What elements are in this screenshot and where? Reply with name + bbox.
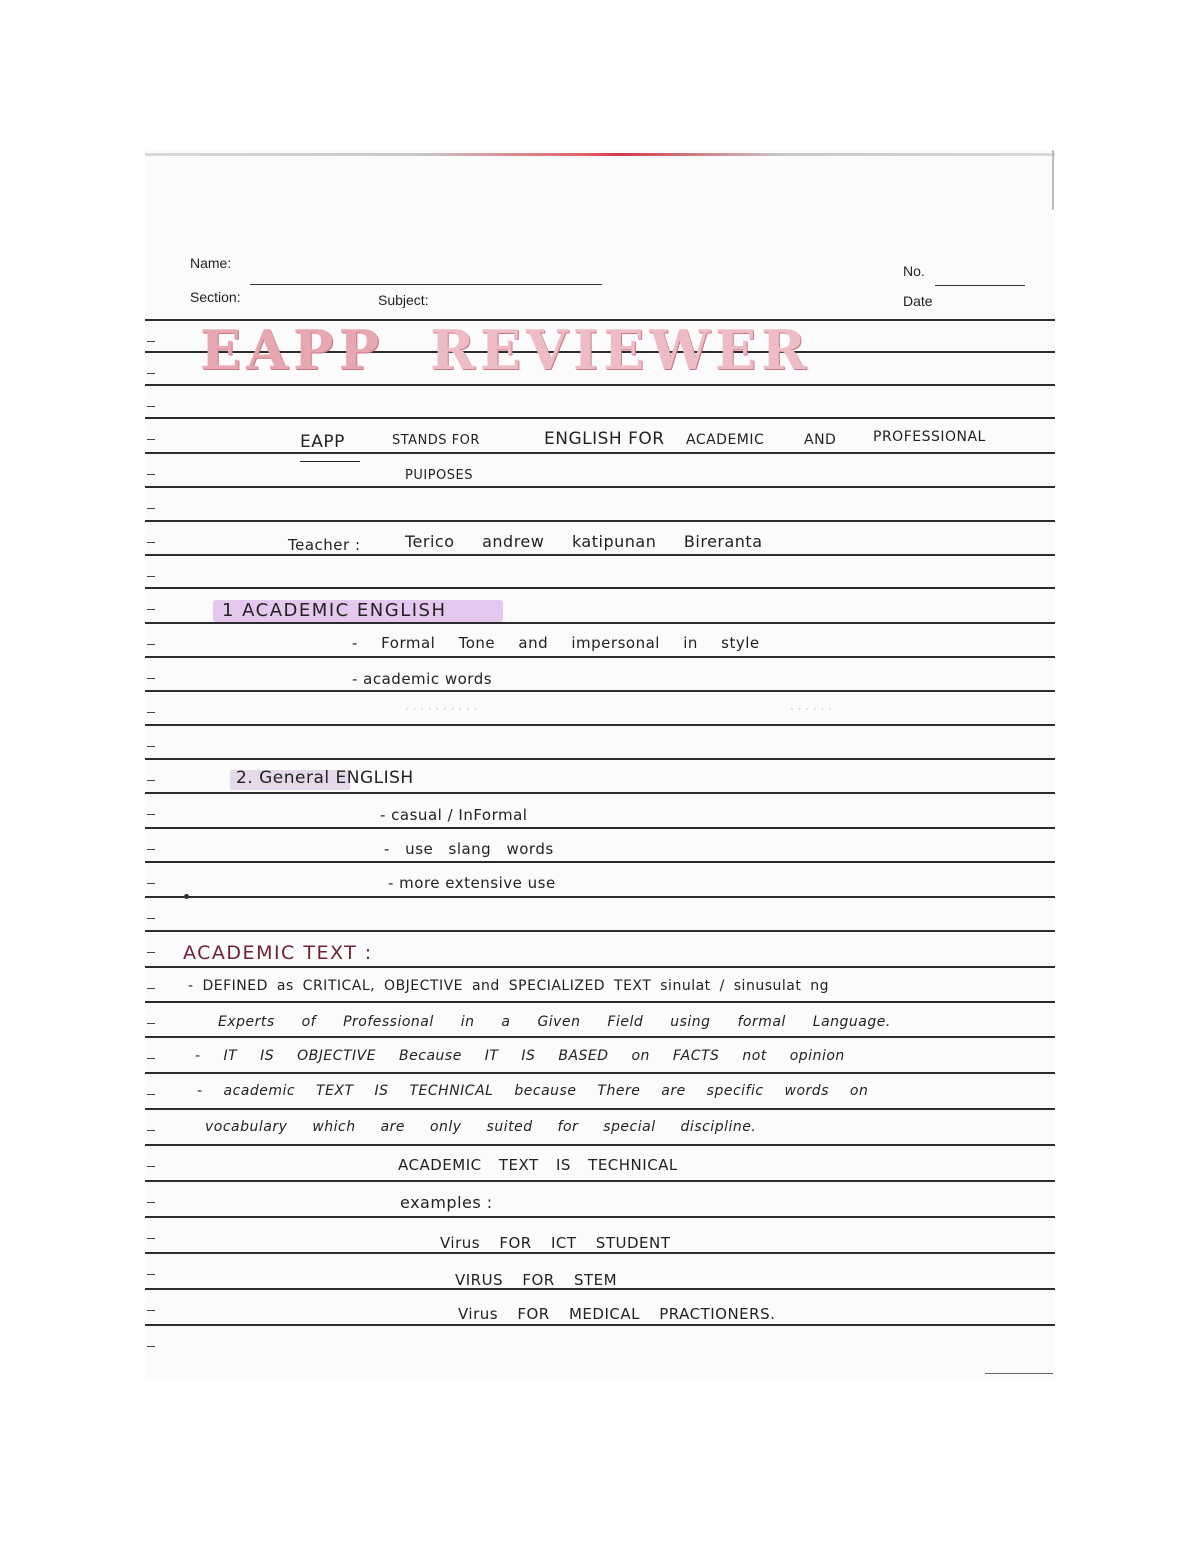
title-eapp: EAPP <box>200 318 385 382</box>
page-right-edge <box>1052 150 1054 210</box>
date-label: Date <box>903 293 933 309</box>
ruled-line <box>145 966 1055 968</box>
ruled-line <box>145 1252 1055 1254</box>
example-item: Virus FOR ICT STUDENT <box>440 1234 671 1252</box>
intro-eapp: EAPP <box>300 432 345 452</box>
margin-tick <box>147 712 155 713</box>
academic-text-line: vocabulary which are only suited for special discipline. <box>205 1119 757 1135</box>
margin-tick <box>147 918 155 919</box>
margin-tick <box>147 952 155 953</box>
margin-tick <box>147 406 155 407</box>
academic-text-line: - DEFINED as CRITICAL, OBJECTIVE and SPECIALIZED TEXT sinulat / sinusulat ng <box>188 978 830 994</box>
name-label: Name: <box>190 255 232 271</box>
margin-tick <box>147 1238 155 1239</box>
intro-academic: ACADEMIC <box>686 432 765 448</box>
margin-tick <box>147 1130 155 1131</box>
ruled-line <box>145 1324 1055 1326</box>
example-item: Virus FOR MEDICAL PRACTIONERS. <box>458 1305 776 1323</box>
margin-tick <box>147 542 155 543</box>
margin-tick <box>147 814 155 815</box>
margin-tick <box>147 780 155 781</box>
ruled-line <box>145 417 1055 419</box>
margin-tick <box>147 1202 155 1203</box>
margin-tick <box>147 988 155 989</box>
name-line <box>250 284 602 285</box>
bleed-through-scribble: · · · · · · <box>790 702 832 716</box>
academic-text-line: - academic TEXT IS TECHNICAL because There are specific words on <box>197 1083 869 1099</box>
example-item: VIRUS FOR STEM <box>455 1271 618 1289</box>
section-label: Section: <box>190 289 241 305</box>
margin-tick <box>147 1274 155 1275</box>
ruled-line <box>145 1036 1055 1038</box>
ruled-line <box>145 861 1055 863</box>
ruled-line <box>145 1216 1055 1218</box>
margin-tick <box>147 678 155 679</box>
margin-tick <box>147 341 155 342</box>
ruled-line <box>145 520 1055 522</box>
margin-tick <box>147 1166 155 1167</box>
ruled-line <box>145 384 1055 386</box>
section2-bullet: - casual / InFormal <box>380 806 528 824</box>
ruled-line <box>145 1180 1055 1182</box>
technical-note: ACADEMIC TEXT IS TECHNICAL <box>398 1156 678 1174</box>
section2-heading: 2. General ENGLISH <box>236 768 414 788</box>
ruled-line <box>145 896 1055 898</box>
intro-professional: PROFESSIONAL <box>873 429 986 445</box>
section2-bullet: - more extensive use <box>388 874 556 892</box>
page-top-edge <box>145 153 1055 156</box>
ruled-line <box>145 622 1055 624</box>
margin-tick <box>147 1346 155 1347</box>
no-line <box>935 285 1025 286</box>
ruled-line <box>145 587 1055 589</box>
examples-label: examples : <box>400 1193 493 1212</box>
ruled-line <box>145 486 1055 488</box>
title-reviewer: REVIEWER <box>430 318 812 382</box>
ruled-line <box>145 1072 1055 1074</box>
section1-heading: 1 ACADEMIC ENGLISH <box>222 600 447 621</box>
margin-tick <box>147 373 155 374</box>
teacher-name: Terico andrew katipunan Bireranta <box>405 532 763 551</box>
section1-bullet: - Formal Tone and impersonal in style <box>352 634 760 652</box>
section1-bullet: - academic words <box>352 670 493 688</box>
margin-tick <box>147 1023 155 1024</box>
eapp-underline <box>300 461 360 462</box>
ruled-line <box>145 930 1055 932</box>
ink-dot <box>184 894 189 899</box>
ruled-line <box>145 452 1055 454</box>
margin-tick <box>147 1094 155 1095</box>
intro-english-for: ENGLISH FOR <box>544 429 665 449</box>
margin-tick <box>147 1058 155 1059</box>
margin-tick <box>147 576 155 577</box>
margin-tick <box>147 746 155 747</box>
margin-tick <box>147 508 155 509</box>
margin-tick <box>147 474 155 475</box>
ruled-line <box>145 1108 1055 1110</box>
ruled-line <box>145 690 1055 692</box>
academic-text-line: Experts of Professional in a Given Field using formal Language. <box>218 1014 891 1030</box>
academic-text-heading: ACADEMIC TEXT : <box>183 942 373 964</box>
margin-tick <box>147 644 155 645</box>
ruled-line <box>145 1144 1055 1146</box>
no-label: No. <box>903 263 925 279</box>
intro-stands-for: STANDS FOR <box>392 433 480 448</box>
intro-purposes: PUIPOSES <box>405 468 473 483</box>
teacher-label: Teacher : <box>288 536 361 554</box>
ruled-line <box>145 758 1055 760</box>
intro-and: AND <box>804 432 837 448</box>
ruled-line <box>145 792 1055 794</box>
ruled-line <box>145 656 1055 658</box>
section2-bullet: - use slang words <box>384 840 554 858</box>
ruled-line <box>145 1001 1055 1003</box>
margin-tick <box>147 883 155 884</box>
margin-tick <box>147 1310 155 1311</box>
ruled-line <box>145 554 1055 556</box>
margin-tick <box>147 439 155 440</box>
margin-tick <box>147 609 155 610</box>
ruled-line <box>145 827 1055 829</box>
bleed-through-scribble: · · · · · · · · · · <box>405 702 478 716</box>
subject-label: Subject: <box>378 292 429 308</box>
page-bottom-mark <box>985 1373 1053 1374</box>
ruled-line <box>145 724 1055 726</box>
margin-tick <box>147 849 155 850</box>
academic-text-line: - IT IS OBJECTIVE Because IT IS BASED on FACTS not opinion <box>195 1048 845 1064</box>
